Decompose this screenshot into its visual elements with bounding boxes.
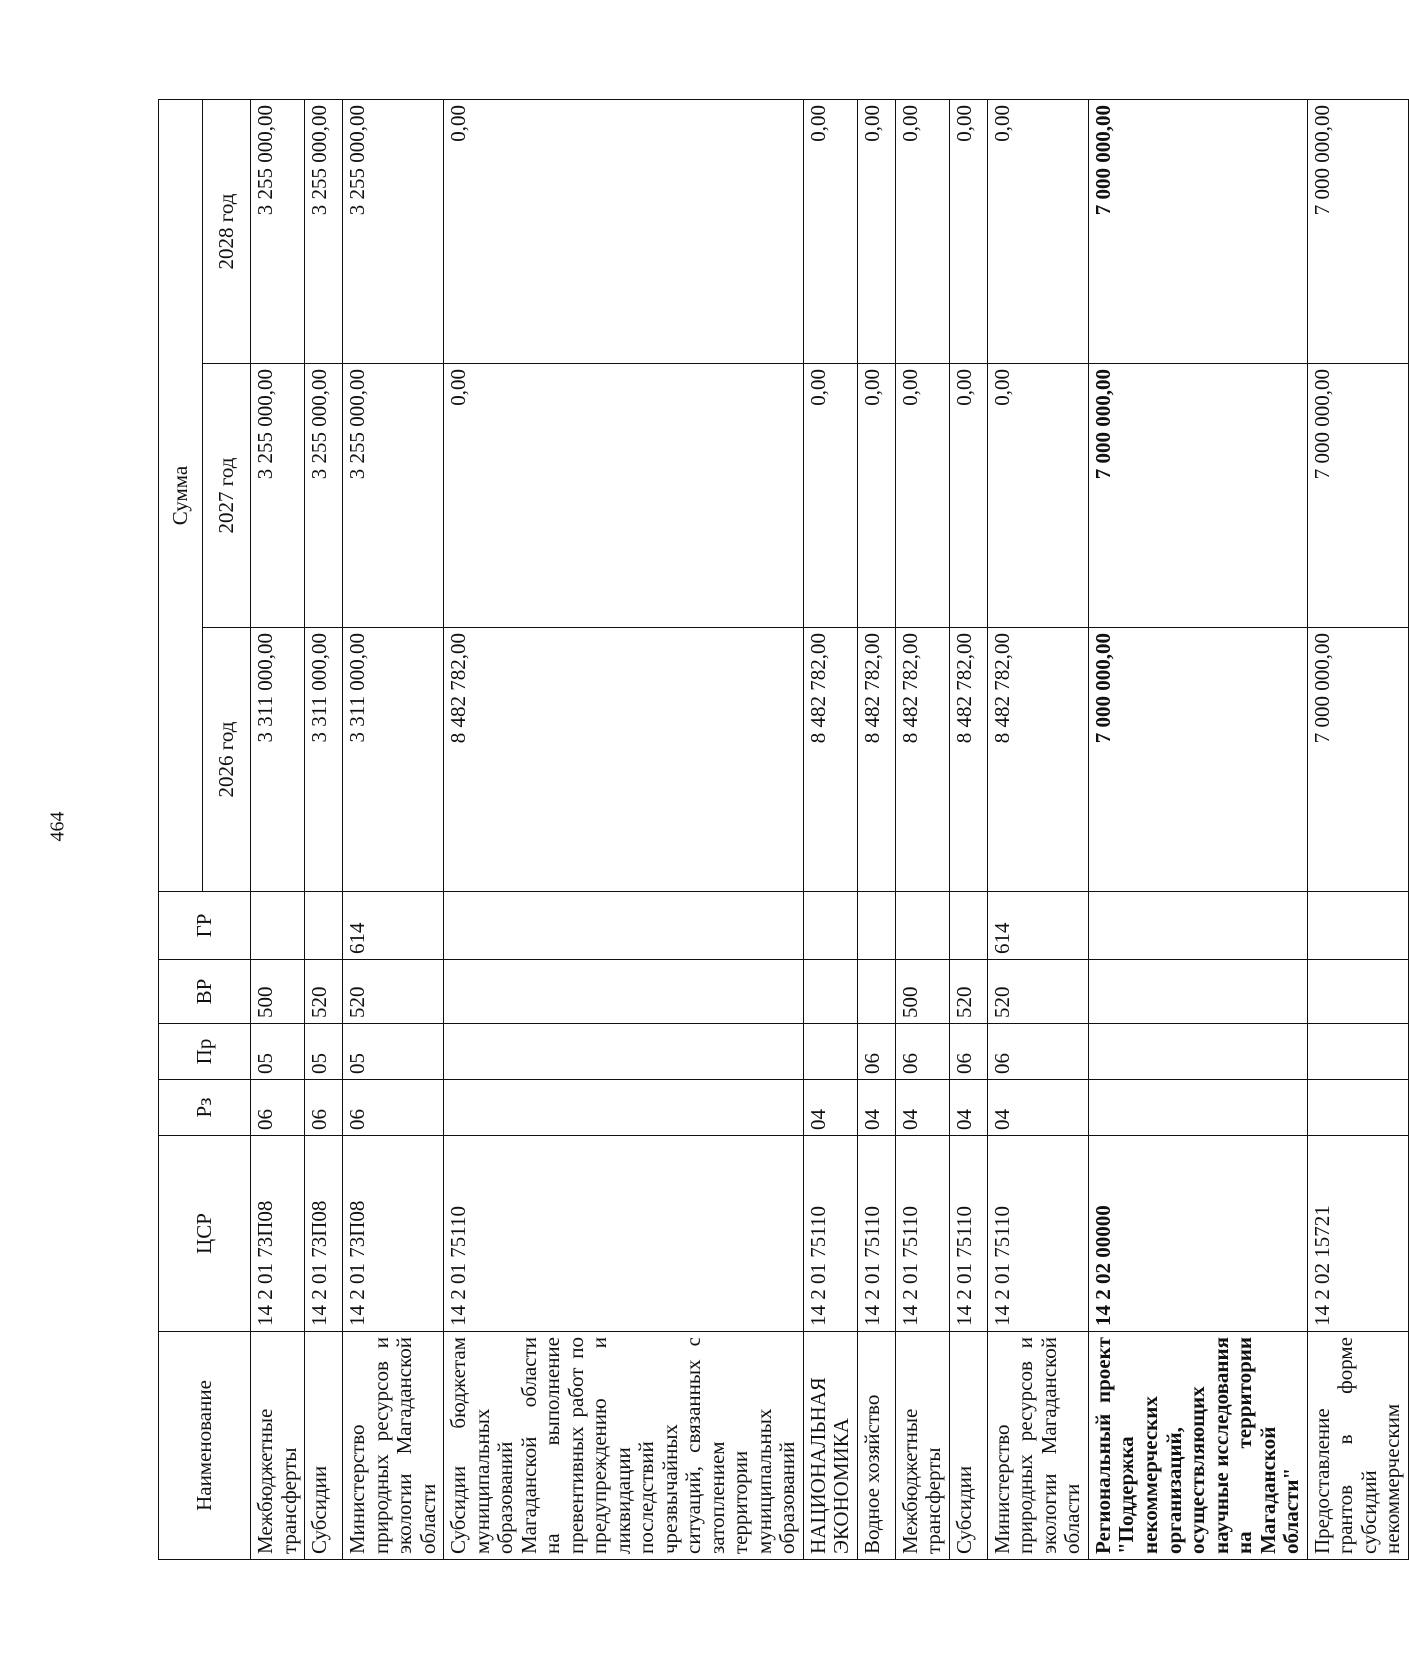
cell-csr: 14 2 01 75110: [803, 1136, 857, 1332]
table-row: [444, 99, 804, 1559]
table-row: [305, 99, 343, 1559]
cell-name: Региональный проект "Поддержка некоммерческих организаций, осуществляющих научные исследования на территории Магаданской области": [1088, 1332, 1307, 1560]
cell-vr: [803, 960, 857, 1024]
cell-vr: 500: [251, 960, 305, 1024]
cell-gr: [949, 892, 987, 960]
cell-gr: [305, 892, 343, 960]
cell-y2028: 0,00: [857, 99, 895, 363]
cell-y2026: 8 482 782,00: [895, 628, 949, 892]
cell-vr: 500: [895, 960, 949, 1024]
cell-gr: 614: [987, 892, 1088, 960]
cell-rz: [1307, 1080, 1408, 1136]
header-name: Наименование: [159, 1332, 251, 1560]
cell-vr: [857, 960, 895, 1024]
cell-name: Министерство природных ресурсов и экологии Магаданской области: [987, 1332, 1088, 1560]
cell-pr: 05: [251, 1024, 305, 1080]
cell-gr: 614: [343, 892, 444, 960]
page-number: 464: [46, 811, 69, 842]
cell-y2027: 0,00: [895, 364, 949, 628]
cell-pr: [803, 1024, 857, 1080]
cell-y2028: 3 255 000,00: [251, 99, 305, 363]
cell-y2026: 3 311 000,00: [305, 628, 343, 892]
cell-gr: [1307, 892, 1408, 960]
cell-name: Субсидии бюджетам муниципальных образований Магаданской области на выполнение превентивных работ по предупреждению и ликвидации последствий чрезвычайных ситуаций, связанных с затоплением территории муниципальных образований: [444, 1332, 804, 1560]
cell-name: Водное хозяйство: [857, 1332, 895, 1560]
cell-y2026: 7 000 000,00: [1307, 628, 1408, 892]
cell-y2028: 7 000 000,00: [1088, 99, 1307, 363]
cell-y2026: 8 482 782,00: [444, 628, 804, 892]
cell-pr: 05: [343, 1024, 444, 1080]
cell-rz: 06: [251, 1080, 305, 1136]
cell-pr: 06: [857, 1024, 895, 1080]
cell-y2028: 0,00: [895, 99, 949, 363]
cell-y2027: 7 000 000,00: [1307, 364, 1408, 628]
cell-gr: [857, 892, 895, 960]
cell-gr: [251, 892, 305, 960]
cell-y2027: 0,00: [987, 364, 1088, 628]
cell-y2028: 0,00: [803, 99, 857, 363]
cell-y2026: 8 482 782,00: [949, 628, 987, 892]
cell-y2027: 0,00: [803, 364, 857, 628]
cell-csr: 14 2 01 73П08: [305, 1136, 343, 1332]
cell-rz: 04: [949, 1080, 987, 1136]
header-vr: ВР: [159, 960, 251, 1024]
cell-y2026: 3 311 000,00: [343, 628, 444, 892]
header-sum: Сумма: [159, 99, 203, 891]
header-csr: ЦСР: [159, 1136, 251, 1332]
cell-rz: 06: [343, 1080, 444, 1136]
cell-rz: 04: [803, 1080, 857, 1136]
cell-vr: [444, 960, 804, 1024]
cell-y2026: 7 000 000,00: [1088, 628, 1307, 892]
cell-y2027: 3 255 000,00: [251, 364, 305, 628]
cell-y2027: 0,00: [949, 364, 987, 628]
cell-csr: 14 2 02 00000: [1088, 1136, 1307, 1332]
header-year-2026: 2026 год: [203, 628, 251, 892]
cell-gr: [444, 892, 804, 960]
header-rz: Рз: [159, 1080, 251, 1136]
cell-rz: [1088, 1080, 1307, 1136]
cell-vr: [1088, 960, 1307, 1024]
cell-name: Предоставление грантов в форме субсидий некоммерческим: [1307, 1332, 1408, 1560]
cell-y2027: 0,00: [444, 364, 804, 628]
cell-y2026: 3 311 000,00: [251, 628, 305, 892]
cell-csr: 14 2 01 75110: [895, 1136, 949, 1332]
cell-csr: 14 2 01 75110: [987, 1136, 1088, 1332]
cell-vr: [1307, 960, 1408, 1024]
cell-name: НАЦИОНАЛЬНАЯ ЭКОНОМИКА: [803, 1332, 857, 1560]
cell-rz: 04: [857, 1080, 895, 1136]
cell-y2027: 0,00: [857, 364, 895, 628]
cell-pr: 06: [895, 1024, 949, 1080]
cell-csr: 14 2 01 75110: [857, 1136, 895, 1332]
cell-rz: 04: [987, 1080, 1088, 1136]
cell-name: Межбюджетные трансферты: [895, 1332, 949, 1560]
table-row: [251, 99, 305, 1559]
cell-rz: 06: [305, 1080, 343, 1136]
cell-gr: [803, 892, 857, 960]
table-row: [949, 99, 987, 1559]
cell-csr: 14 2 01 75110: [444, 1136, 804, 1332]
cell-y2027: 3 255 000,00: [343, 364, 444, 628]
cell-y2027: 7 000 000,00: [1088, 364, 1307, 628]
cell-name: Субсидии: [305, 1332, 343, 1560]
table-row: [987, 99, 1088, 1559]
cell-y2028: 3 255 000,00: [343, 99, 444, 363]
cell-gr: [1088, 892, 1307, 960]
table-row: [1088, 99, 1307, 1559]
cell-csr: 14 2 01 75110: [949, 1136, 987, 1332]
cell-pr: [1088, 1024, 1307, 1080]
header-gr: ГР: [159, 892, 251, 960]
cell-y2028: 7 000 000,00: [1307, 99, 1408, 363]
header-year-2028: 2028 год: [203, 99, 251, 363]
cell-y2026: 8 482 782,00: [987, 628, 1088, 892]
header-pr: Пр: [159, 1024, 251, 1080]
table-row: [1307, 99, 1408, 1559]
cell-rz: 04: [895, 1080, 949, 1136]
cell-vr: 520: [343, 960, 444, 1024]
cell-name: Субсидии: [949, 1332, 987, 1560]
cell-y2028: 0,00: [987, 99, 1088, 363]
cell-pr: [444, 1024, 804, 1080]
cell-y2026: 8 482 782,00: [803, 628, 857, 892]
table-row: [857, 99, 895, 1559]
cell-name: Межбюджетные трансферты: [251, 1332, 305, 1560]
table-row: [895, 99, 949, 1559]
cell-vr: 520: [987, 960, 1088, 1024]
table-row: [803, 99, 857, 1559]
header-year-2027: 2027 год: [203, 364, 251, 628]
budget-table: [158, 99, 1409, 1560]
cell-y2027: 3 255 000,00: [305, 364, 343, 628]
cell-name: Министерство природных ресурсов и экологии Магаданской области: [343, 1332, 444, 1560]
cell-y2028: 3 255 000,00: [305, 99, 343, 363]
cell-rz: [444, 1080, 804, 1136]
cell-pr: 06: [949, 1024, 987, 1080]
cell-csr: 14 2 02 15721: [1307, 1136, 1408, 1332]
rotated-table-container: [158, 100, 1405, 1560]
cell-csr: 14 2 01 73П08: [343, 1136, 444, 1332]
table-body: [251, 99, 1409, 1559]
cell-csr: 14 2 01 73П08: [251, 1136, 305, 1332]
cell-pr: 05: [305, 1024, 343, 1080]
cell-vr: 520: [949, 960, 987, 1024]
cell-y2028: 0,00: [444, 99, 804, 363]
table-row: [343, 99, 444, 1559]
cell-gr: [895, 892, 949, 960]
cell-pr: [1307, 1024, 1408, 1080]
cell-vr: 520: [305, 960, 343, 1024]
cell-y2028: 0,00: [949, 99, 987, 363]
cell-y2026: 8 482 782,00: [857, 628, 895, 892]
cell-pr: 06: [987, 1024, 1088, 1080]
